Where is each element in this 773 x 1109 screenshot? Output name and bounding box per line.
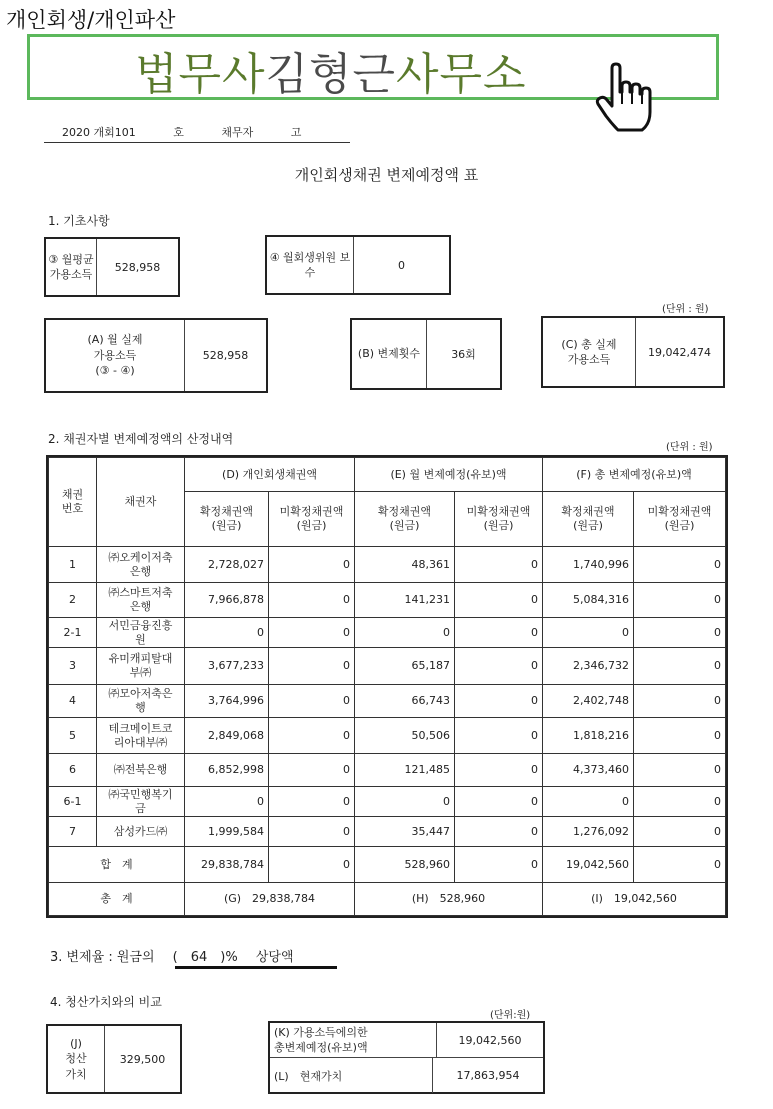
cell-f1: 1,740,996 [543,547,634,583]
boxJ-label [48,1026,105,1092]
pointer-hand-icon [594,62,660,134]
cell-d2: 0 [269,648,355,685]
section1-unit: (단위 : 원) [662,304,709,315]
subtotal-row [49,847,726,883]
table-row [49,718,726,754]
total-row [49,883,726,916]
subtotal-e1: 528,960 [355,847,455,883]
boxC-value: 19,042,474 [648,345,711,359]
cell-d1: 3,677,233 [185,648,269,685]
cell-f2: 0 [634,685,726,718]
cell-e2: 0 [455,718,543,754]
header-E: (E) 월 변제예정(유보)액 [355,458,543,492]
cell-no: 2-1 [49,618,97,648]
case-go: 고 [290,126,302,139]
case-number-line [62,124,335,140]
box3-label: ③ 월평균 가용소득 [46,239,97,295]
cell-f2: 0 [634,787,726,817]
cell-f1: 5,084,316 [543,583,634,618]
cell-no: 2 [49,583,97,618]
section1-title: 1. 기초사항 [48,214,110,228]
cell-no: 3 [49,648,97,685]
cell-f2: 0 [634,754,726,787]
boxJ-line1: (J) [70,1036,82,1050]
cell-f2: 0 [634,547,726,583]
section2-unit: (단위 : 원) [666,442,713,453]
section3-prefix: 3. 변제율 : 원금의 [50,950,155,965]
cell-f1: 0 [543,618,634,648]
cell-d1: 0 [185,618,269,648]
table-row [49,817,726,847]
section2-title: 2. 채권자별 변제예정액의 산정내역 [48,432,234,446]
cell-d1: 3,764,996 [185,685,269,718]
cell-f2: 0 [634,817,726,847]
cell-creditor: 테크메이트코 리아대부㈜ [97,718,185,754]
cell-f1: 1,818,216 [543,718,634,754]
boxA-value: 528,958 [202,349,249,362]
cell-e2: 0 [455,817,543,847]
header-confirmed: 확정채권액 (원금) [355,492,455,547]
case-underline [44,142,350,143]
box-C [541,316,725,388]
cell-d2: 0 [269,754,355,787]
total-h: (H) 528,960 [355,883,543,916]
header-creditor: 채권자 [97,458,185,547]
cell-d2: 0 [269,817,355,847]
boxA-label [46,320,185,391]
cell-creditor: 서민금융진흥 원 [97,618,185,648]
cell-d2: 0 [269,685,355,718]
header-D: (D) 개인회생채권액 [185,458,355,492]
boxB-value: 36회 [451,348,476,361]
subtotal-e2: 0 [455,847,543,883]
creditor-table-wrapper [46,455,728,918]
boxA-line1: (A) 월 실제 [87,333,143,347]
cell-e1: 50,506 [355,718,455,754]
cell-e2: 0 [455,583,543,618]
top-label: 개인회생/개인파산 [6,8,176,32]
boxJ-line3: 가치 [65,1067,87,1081]
cell-e1: 35,447 [355,817,455,847]
cell-f2: 0 [634,648,726,685]
case-debtor: 채무자 [221,126,254,139]
row-K [270,1023,543,1058]
cell-f2: 0 [634,618,726,648]
table-row [49,754,726,787]
cell-e2: 0 [455,648,543,685]
table-row [49,685,726,718]
box3-value: 528,958 [114,260,161,274]
cell-e2: 0 [455,685,543,718]
cell-e1: 48,361 [355,547,455,583]
boxJ-line2: 청산 [65,1052,87,1066]
box4-label: ④ 월회생위원 보수 [267,237,354,293]
cell-creditor: ㈜전북은행 [97,754,185,787]
section3-rate: ( 64 )% [172,950,238,965]
cell-no: 1 [49,547,97,583]
cell-d2: 0 [269,547,355,583]
cell-d2: 0 [269,787,355,817]
boxA-line3: (③ - ④) [95,364,135,378]
cell-creditor: 삼성카드㈜ [97,817,185,847]
cell-creditor: ㈜모아저축은 행 [97,685,185,718]
box-J [46,1024,182,1094]
header-F: (F) 총 변제예정(유보)액 [543,458,726,492]
banner-part-3: 사무소 [396,49,527,100]
boxB-label: (B) 변제횟수 [352,320,427,388]
cell-creditor: ㈜국민행복기 금 [97,787,185,817]
section3-suffix: 상당액 [255,950,294,965]
total-g: (G) 29,838,784 [185,883,355,916]
subtotal-f1: 19,042,560 [543,847,634,883]
cell-no: 7 [49,817,97,847]
cell-d1: 2,849,068 [185,718,269,754]
cell-e1: 0 [355,787,455,817]
document-title: 개인회생채권 변제예정액 표 [294,166,479,184]
table-row [49,787,726,817]
cell-f1: 2,402,748 [543,685,634,718]
creditor-table [48,457,726,916]
cell-f2: 0 [634,583,726,618]
boxC-line1: (C) 총 실제 [561,337,617,351]
cell-e2: 0 [455,787,543,817]
section3-underline [175,966,337,969]
box-A [44,318,268,393]
box-monthly-income [44,237,180,297]
cell-e1: 121,485 [355,754,455,787]
total-label: 총 계 [49,883,185,916]
cell-d1: 2,728,027 [185,547,269,583]
header-confirmed: 확정채권액 (원금) [185,492,269,547]
boxK-label [270,1023,437,1057]
cell-d2: 0 [269,583,355,618]
boxK-line2: 총변제예정(유보)액 [274,1040,368,1054]
boxK-value: 19,042,560 [458,1033,522,1047]
box-commissioner-fee [265,235,451,295]
cell-d1: 0 [185,787,269,817]
header-unconfirmed: 미확정채권액 (원금) [455,492,543,547]
boxL-label: (L) 현재가치 [270,1058,433,1093]
table-row [49,547,726,583]
subtotal-d1: 29,838,784 [185,847,269,883]
boxC-line2: 가용소득 [567,353,611,366]
banner-part-2: 김형근 [265,49,397,100]
header-no: 채권 번호 [49,458,97,547]
case-year-no: 2020 개회101 [62,126,136,139]
cell-f1: 4,373,460 [543,754,634,787]
header-confirmed: 확정채권액 (원금) [543,492,634,547]
cell-d1: 6,852,998 [185,754,269,787]
table-row [49,648,726,685]
subtotal-label: 합 계 [49,847,185,883]
cell-no: 6 [49,754,97,787]
boxJ-value: 329,500 [119,1052,166,1066]
cell-no: 4 [49,685,97,718]
subtotal-d2: 0 [269,847,355,883]
total-i: (I) 19,042,560 [543,883,726,916]
box-B [350,318,502,390]
cell-f2: 0 [634,718,726,754]
table-row [49,583,726,618]
section4-title: 4. 청산가치와의 비교 [50,995,162,1009]
subtotal-f2: 0 [634,847,726,883]
cell-no: 6-1 [49,787,97,817]
cell-f1: 0 [543,787,634,817]
cell-e2: 0 [455,754,543,787]
boxC-label [543,318,636,386]
header-unconfirmed: 미확정채권액 (원금) [269,492,355,547]
cell-d1: 7,966,878 [185,583,269,618]
cell-d2: 0 [269,718,355,754]
cell-creditor: ㈜오케이저축 은행 [97,547,185,583]
cell-f1: 2,346,732 [543,648,634,685]
cell-e2: 0 [455,547,543,583]
cell-d2: 0 [269,618,355,648]
section4-unit: (단위:원) [490,1010,531,1021]
box-KL [268,1021,545,1094]
boxL-value: 17,863,954 [456,1069,520,1082]
cell-creditor: 유미캐피탈대 부㈜ [97,648,185,685]
cell-e2: 0 [455,618,543,648]
cell-e1: 141,231 [355,583,455,618]
cell-e1: 66,743 [355,685,455,718]
banner-part-1: 법무사 [135,49,266,100]
header-unconfirmed: 미확정채권액 (원금) [634,492,726,547]
box4-value: 0 [398,258,405,272]
section3-line [50,946,294,965]
boxK-line1: (K) 가용소득에의한 [274,1026,368,1039]
table-row [49,618,726,648]
cell-f1: 1,276,092 [543,817,634,847]
cell-e1: 0 [355,618,455,648]
cell-creditor: ㈜스마트저축 은행 [97,583,185,618]
boxA-line2: 가용소득 [93,348,137,362]
office-banner-title[interactable] [135,38,527,102]
case-ho: 호 [173,126,184,139]
cell-no: 5 [49,718,97,754]
cell-e1: 65,187 [355,648,455,685]
cell-d1: 1,999,584 [185,817,269,847]
row-L [270,1058,543,1093]
